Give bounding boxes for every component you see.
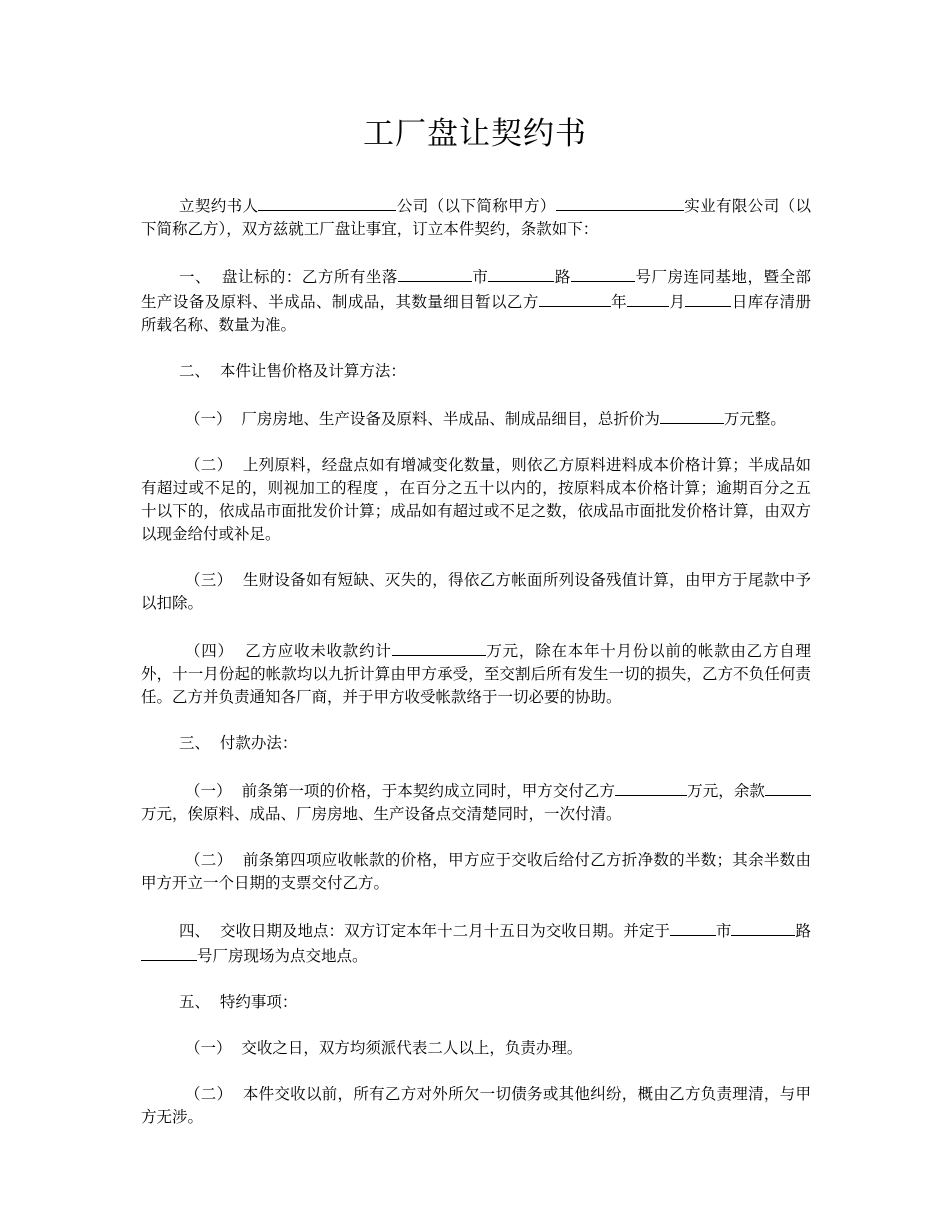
clause-2-2	[141, 454, 811, 546]
balance-blank	[765, 778, 811, 796]
document-title: 工厂盘让契约书	[363, 116, 587, 152]
subclause-number: （一）	[185, 782, 232, 800]
clause-4	[141, 918, 811, 968]
subclause-text: 生财设备如有短缺、灭失的，得依乙方帐面所列设备残值计算，由甲方于尾款中予以扣除。	[141, 571, 811, 612]
document-body	[141, 193, 811, 1152]
month-blank	[627, 289, 669, 307]
clause-text: 本件让售价格及计算方法：	[219, 362, 406, 380]
subclause-text: 万元整。	[723, 410, 786, 428]
subclause-number: （二）	[185, 1085, 233, 1103]
subclause-number: （一）	[185, 410, 232, 428]
first-payment-blank	[615, 778, 687, 796]
clause-3	[141, 732, 811, 755]
subclause-number: （二）	[185, 456, 233, 474]
party-a-name-blank	[258, 193, 396, 211]
receivables-blank	[392, 638, 486, 656]
subclause-text: 万元，余款	[687, 782, 765, 800]
clause-1	[141, 264, 811, 337]
location-blank	[398, 264, 472, 282]
handover-road-blank	[731, 918, 795, 936]
intro-paragraph	[141, 193, 811, 241]
handover-city-blank	[670, 918, 716, 936]
clause-5	[141, 991, 811, 1014]
clause-text: 市	[715, 922, 732, 940]
clause-text: 盘让标的：乙方所有坐落	[221, 268, 398, 286]
clause-2-4	[141, 638, 811, 709]
clause-5-2	[141, 1083, 811, 1129]
intro-text: 实业有限公司（以下简称乙方），双方兹就工厂盘让事宜，订立本件契约，条款如下：	[141, 197, 811, 238]
clause-3-1	[141, 778, 811, 826]
total-price-blank	[660, 406, 724, 424]
clause-text: 号厂房连同基地，暨全部生产设备及原料、半成品、制成品，其数量细目暂以乙方	[141, 268, 811, 311]
clause-2-1	[141, 406, 811, 431]
year-blank	[539, 289, 611, 307]
clause-number: 三、	[179, 734, 211, 752]
clause-text: 日库存清册所载名称、数量为准。	[141, 293, 811, 334]
clause-text: 交收日期及地点：双方订定本年十二月十五日为交收日期。并定于	[219, 922, 670, 940]
clause-number: 二、	[179, 362, 211, 380]
clause-text: 年	[610, 293, 628, 311]
clause-number: 一、	[179, 268, 212, 286]
road-blank	[571, 264, 635, 282]
party-b-name-blank	[556, 193, 684, 211]
subclause-text: 厂房房地、生产设备及原料、半成品、制成品细目，总折价为	[241, 410, 660, 428]
subclause-text: 本件交收以前，所有乙方对外所欠一切债务或其他纠纷，概由乙方负责理清，与甲方无涉。	[141, 1085, 811, 1126]
city-blank	[488, 264, 554, 282]
clause-text: 号厂房现场为点交地点。	[197, 947, 368, 965]
subclause-text: 万元，俟原料、成品、厂房房地、生产设备点交清楚同时，一次付清。	[141, 805, 622, 823]
clause-2-3	[141, 569, 811, 615]
clause-text: 路	[795, 922, 811, 940]
subclause-text: 前条第四项应收帐款的价格，甲方应于交收后给付乙方折净数的半数；其余半数由甲方开立一个日期的支票交付乙方。	[141, 851, 811, 892]
subclause-text: 上列原料，经盘点如有增减变化数量，则依乙方原料进料成本价格计算；半成品如有超过或不足的，则视加工的程度 ，在百分之五十以内的，按原料成本价格计算；逾期百分之五十以下的，依成品市面批发价计算；成品如有超过或不足之数，依成品市面批发价格计算，由双方以现金给付或补足。	[141, 456, 811, 543]
intro-text: 公司（以下简称甲方）	[396, 197, 556, 215]
clause-2	[141, 360, 811, 383]
clause-number: 五、	[179, 993, 211, 1011]
handover-number-blank	[141, 943, 197, 961]
subclause-text: 前条第一项的价格，于本契约成立同时，甲方交付乙方	[241, 782, 616, 800]
clause-text: 路	[554, 268, 571, 286]
clause-text: 特约事项：	[219, 993, 298, 1011]
subclause-text: 交收之日，双方均须派代表二人以上，负责办理。	[241, 1039, 583, 1057]
day-blank	[685, 289, 731, 307]
clause-number: 四、	[179, 922, 211, 940]
clause-3-2	[141, 849, 811, 895]
subclause-number: （三）	[185, 571, 233, 589]
clause-5-1	[141, 1037, 811, 1060]
clause-text: 市	[471, 268, 489, 286]
subclause-number: （二）	[185, 851, 233, 869]
subclause-number: （一）	[185, 1039, 232, 1057]
clause-text: 付款办法：	[219, 734, 298, 752]
subclause-text: 乙方应收未收款约计	[245, 642, 392, 660]
clause-text: 月	[669, 293, 686, 311]
subclause-text: 万元，除在本年十月份以前的帐款由乙方自理外，十一月份起的帐款均以九折计算由甲方承受，至交割后所有发生一切的损失，乙方不负任何责任。乙方并负责通知各厂商，并于甲方收受帐款络于一切必要的协助。	[141, 642, 811, 706]
intro-text: 立契约书人	[179, 197, 259, 215]
subclause-number: （四）	[185, 642, 234, 660]
